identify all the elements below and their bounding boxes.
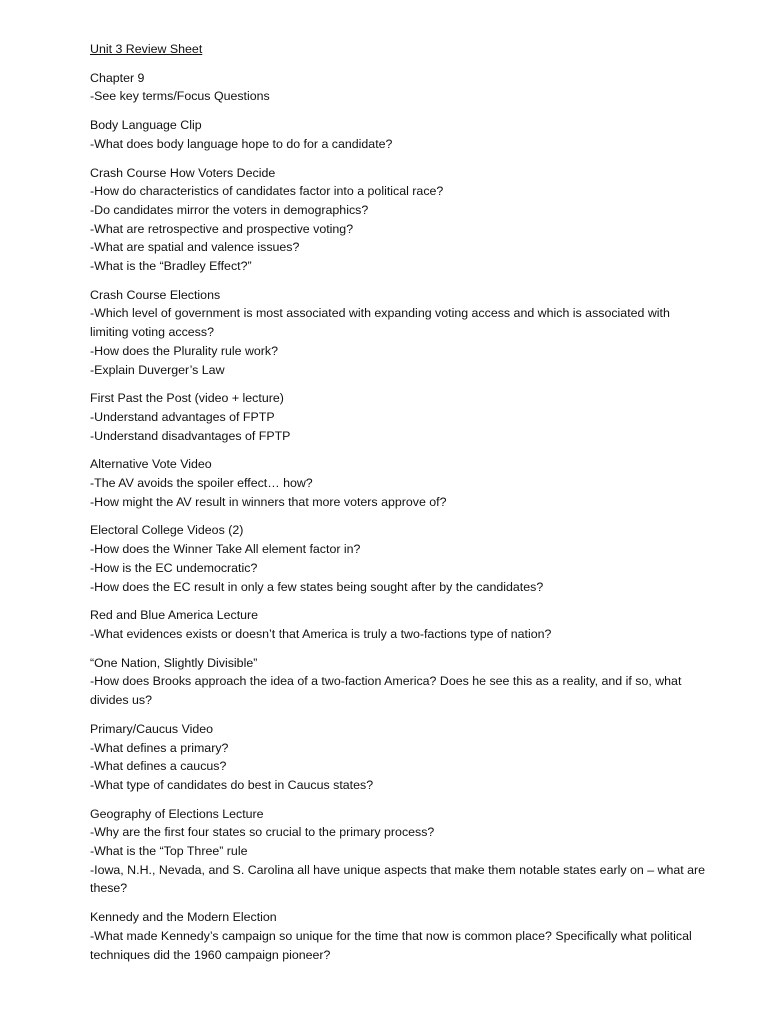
question-line: -Iowa, N.H., Nevada, and S. Carolina all have unique aspects that make them notable states early on – what are these? — [90, 862, 706, 896]
question-line: -What defines a caucus? — [90, 759, 227, 774]
section-heading: Crash Course Elections — [90, 287, 221, 302]
question-line: -What is the “Top Three” rule — [90, 844, 248, 859]
section-heading: Crash Course How Voters Decide — [90, 165, 276, 180]
sections-container — [90, 69, 710, 965]
page-title: Unit 3 Review Sheet — [90, 42, 203, 56]
question-line: -See key terms/Focus Questions — [90, 89, 270, 104]
review-section — [90, 521, 710, 596]
review-sheet-page — [90, 40, 710, 974]
question-line: -Why are the first four states so crucial to the primary process? — [90, 825, 435, 840]
section-heading: Body Language Clip — [90, 118, 202, 133]
review-section — [90, 389, 710, 445]
question-line: -Which level of government is most associated with expanding voting access and which is associated with limiting voting access? — [90, 306, 670, 340]
section-heading: Primary/Caucus Video — [90, 721, 214, 736]
review-section — [90, 69, 710, 106]
review-section — [90, 805, 710, 899]
question-line: -How does the Plurality rule work? — [90, 343, 279, 358]
section-heading: Red and Blue America Lecture — [90, 608, 259, 623]
question-line: -What made Kennedy’s campaign so unique for the time that now is common place? Specifically what political techniques did the 1960 campaign pioneer? — [90, 928, 692, 962]
section-heading: Alternative Vote Video — [90, 457, 212, 472]
review-section — [90, 654, 710, 710]
section-heading: “One Nation, Slightly Divisible” — [90, 655, 258, 670]
review-section — [90, 455, 710, 511]
question-line: -How does Brooks approach the idea of a two-faction America? Does he see this as a reality, and if so, what divides us? — [90, 674, 682, 708]
question-line: -What type of candidates do best in Caucus states? — [90, 777, 374, 792]
section-heading: Geography of Elections Lecture — [90, 806, 264, 821]
review-section — [90, 116, 710, 153]
question-line: -What is the “Bradley Effect?” — [90, 259, 252, 274]
review-section — [90, 908, 710, 964]
section-heading: Chapter 9 — [90, 70, 145, 85]
review-section — [90, 286, 710, 380]
question-line: -What are retrospective and prospective voting? — [90, 221, 354, 236]
section-heading: First Past the Post (video + lecture) — [90, 391, 284, 406]
question-line: -Explain Duverger’s Law — [90, 362, 225, 377]
question-line: -Do candidates mirror the voters in demographics? — [90, 202, 369, 217]
question-line: -What defines a primary? — [90, 740, 229, 755]
section-heading: Kennedy and the Modern Election — [90, 910, 277, 925]
review-section — [90, 164, 710, 276]
question-line: -How do characteristics of candidates factor into a political race? — [90, 184, 444, 199]
question-line: -What does body language hope to do for a candidate? — [90, 136, 393, 151]
question-line: -Understand disadvantages of FPTP — [90, 428, 291, 443]
question-line: -What are spatial and valence issues? — [90, 240, 300, 255]
question-line: -How might the AV result in winners that more voters approve of? — [90, 494, 447, 509]
question-line: -The AV avoids the spoiler effect… how? — [90, 476, 313, 491]
question-line: -What evidences exists or doesn’t that America is truly a two-factions type of nation? — [90, 626, 552, 641]
question-line: -How is the EC undemocratic? — [90, 560, 258, 575]
review-section — [90, 606, 710, 643]
question-line: -Understand advantages of FPTP — [90, 409, 275, 424]
question-line: -How does the EC result in only a few states being sought after by the candidates? — [90, 579, 544, 594]
review-section — [90, 720, 710, 795]
question-line: -How does the Winner Take All element factor in? — [90, 542, 361, 557]
section-heading: Electoral College Videos (2) — [90, 523, 244, 538]
